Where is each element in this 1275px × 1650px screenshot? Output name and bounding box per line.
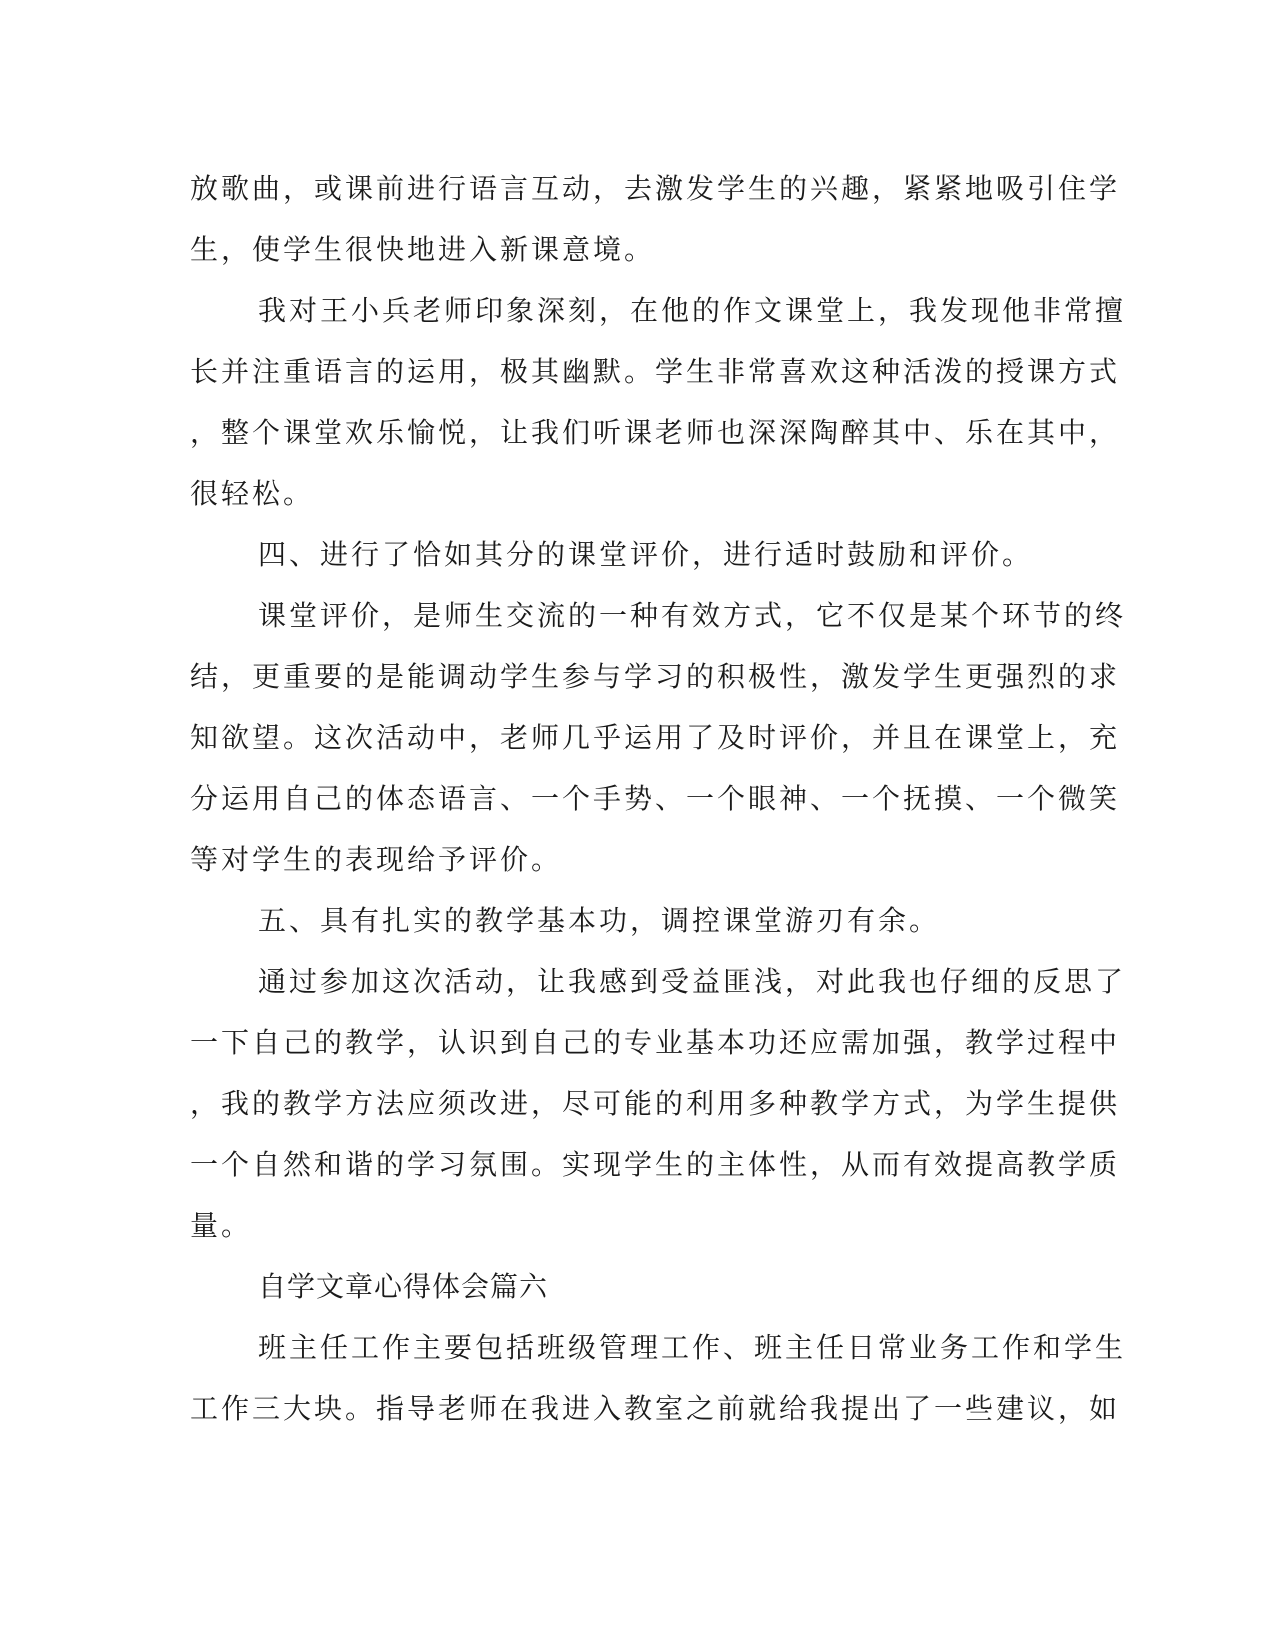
- paragraph: [190, 280, 1127, 524]
- text-line: 生，使学生很快地进入新课意境。: [190, 233, 656, 266]
- text-line: 长并注重语言的运用，极其幽默。学生非常喜欢这种活泼的授课方式: [190, 355, 1121, 388]
- paragraph: [190, 951, 1127, 1256]
- text-line: 量。: [190, 1209, 253, 1242]
- text-line: 班主任工作主要包括班级管理工作、班主任日常业务工作和学生: [258, 1331, 1127, 1364]
- text-line: 我对王小兵老师印象深刻，在他的作文课堂上，我发现他非常擅: [258, 294, 1127, 327]
- text-line: 知欲望。这次活动中，老师几乎运用了及时评价，并且在课堂上，充: [190, 721, 1121, 754]
- text-line: 等对学生的表现给予评价。: [190, 843, 563, 876]
- section-heading: [190, 890, 1080, 951]
- text-line: 自学文章心得体会篇六: [258, 1270, 549, 1303]
- text-line: 工作三大块。指导老师在我进入教室之前就给我提出了一些建议，如: [190, 1392, 1121, 1425]
- text-line: 分运用自己的体态语言、一个手势、一个眼神、一个抚摸、一个微笑: [190, 782, 1121, 815]
- text-line: ，整个课堂欢乐愉悦，让我们听课老师也深深陶醉其中、乐在其中，: [190, 416, 1121, 449]
- document-body: [190, 158, 1127, 1439]
- paragraph: [190, 1317, 1127, 1439]
- text-line: 很轻松。: [190, 477, 315, 510]
- section-heading: [190, 524, 1080, 585]
- text-line: 一个自然和谐的学习氛围。实现学生的主体性，从而有效提高教学质: [190, 1148, 1121, 1181]
- text-line: 课堂评价，是师生交流的一种有效方式，它不仅是某个环节的终: [258, 599, 1127, 632]
- article-title: [190, 1256, 1080, 1317]
- paragraph: [190, 158, 1121, 280]
- text-line: 放歌曲，或课前进行语言互动，去激发学生的兴趣，紧紧地吸引住学: [190, 172, 1121, 205]
- text-line: 五、具有扎实的教学基本功，调控课堂游刃有余。: [258, 904, 941, 937]
- text-line: 一下自己的教学，认识到自己的专业基本功还应需加强，教学过程中: [190, 1026, 1121, 1059]
- paragraph: [190, 585, 1127, 890]
- text-line: 结，更重要的是能调动学生参与学习的积极性，激发学生更强烈的求: [190, 660, 1121, 693]
- text-line: 通过参加这次活动，让我感到受益匪浅，对此我也仔细的反思了: [258, 965, 1127, 998]
- text-line: ，我的教学方法应须改进，尽可能的利用多种教学方式，为学生提供: [190, 1087, 1121, 1120]
- text-line: 四、进行了恰如其分的课堂评价，进行适时鼓励和评价。: [258, 538, 1034, 571]
